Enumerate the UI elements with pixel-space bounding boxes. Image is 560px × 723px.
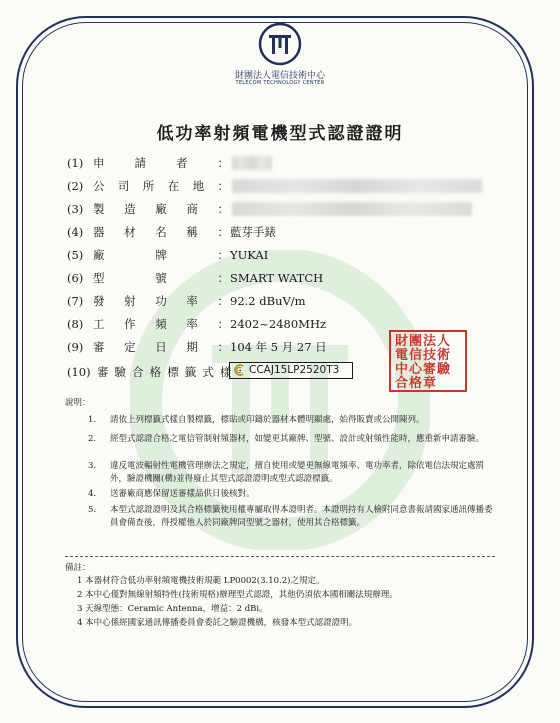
redacted-value bbox=[232, 179, 482, 193]
field-number: (6) bbox=[67, 271, 84, 285]
field-number: (9) bbox=[67, 340, 84, 354]
field-row bbox=[67, 336, 327, 358]
field-label: 公司所在地： bbox=[93, 179, 229, 193]
field-label: 審驗合格標籤式樣： bbox=[97, 365, 249, 379]
org-name: 財團法人電信技術中心 bbox=[234, 71, 325, 81]
note-text: 送審廠商應保留送審樣品供日後核對。 bbox=[110, 489, 255, 499]
field-value: 藍芽手錶 bbox=[230, 225, 276, 239]
note-text: 請依上列標籤式樣自製標籤，標貼或印鑄於器材本體明顯處，始得販賣或公開陳列。 bbox=[110, 415, 425, 425]
field-number: (8) bbox=[67, 317, 84, 331]
field-number: (3) bbox=[67, 202, 84, 216]
redacted-value bbox=[232, 202, 472, 216]
field-label: 審定日期： bbox=[93, 340, 229, 354]
note-text: 本型式認證證明及其合格標籤使用權專屬取得本證明者。本證明持有人檢附同意書報請國家通訊傳播委員會備查後，得授權他人於同廠牌同型號之器材，使用其合格標籤。 bbox=[110, 505, 493, 528]
field-label: 型號： bbox=[93, 271, 229, 285]
note-item bbox=[88, 504, 498, 530]
notes-heading: 說明： bbox=[65, 398, 91, 408]
field-label: 製造廠商： bbox=[93, 202, 229, 216]
field-value: YUKAI bbox=[230, 248, 269, 262]
note-item bbox=[88, 414, 498, 427]
field-label: 發射功率： bbox=[93, 294, 229, 308]
note-number: 4. bbox=[88, 489, 97, 499]
field-value: 104 年 5 月 27 日 bbox=[230, 340, 327, 354]
note-number: 5. bbox=[88, 505, 97, 515]
approval-seal: 財團法人電信技術中心審驗合格章 bbox=[389, 330, 467, 392]
certification-label bbox=[229, 362, 353, 379]
note-item bbox=[88, 460, 498, 486]
field-number: (10) bbox=[67, 365, 91, 379]
field-number: (1) bbox=[67, 156, 84, 170]
note-number: 1. bbox=[88, 415, 97, 425]
field-row bbox=[67, 361, 340, 383]
org-name-en: TELECOM TECHNOLOGY CENTER bbox=[235, 80, 325, 86]
field-row bbox=[67, 198, 229, 220]
remark-item: 4 本中心係經國家通訊傳播委員會委託之驗證機構，核發本型式認證證明。 bbox=[77, 618, 358, 628]
field-value: 92.2 dBuV/m bbox=[230, 294, 306, 308]
field-label: 器材名稱： bbox=[93, 225, 229, 239]
note-text: 經型式認證合格之電信管制射頻器材，如變更其廠牌、型號、設計或射頻性能時，應重新申請審驗。 bbox=[110, 434, 485, 444]
divider bbox=[65, 556, 495, 557]
field-row bbox=[67, 290, 306, 312]
field-row bbox=[67, 244, 269, 266]
field-row bbox=[67, 221, 276, 243]
document-title: 低功率射頻電機型式認證證明 bbox=[156, 124, 404, 144]
note-text: 違反電波輻射性電機管理辦法之規定，擅自使用或變更無線電頻率、電功率者，除依電信法規定處罰外，驗證機關(構)並得廢止其型式認證證明或型式認證標籤。 bbox=[110, 461, 485, 484]
remark-item: 1 本器材符合低功率射頻電機技術規範 LP0002(3.10.2)之規定。 bbox=[77, 576, 325, 586]
field-row bbox=[67, 175, 229, 197]
field-number: (5) bbox=[67, 248, 84, 262]
field-row bbox=[67, 152, 229, 174]
remark-item: 3 天線型態：Ceramic Antenna，增益：2 dBi。 bbox=[77, 604, 268, 614]
field-value: SMART WATCH bbox=[230, 271, 324, 285]
field-row bbox=[67, 267, 324, 289]
note-item bbox=[88, 433, 498, 446]
field-number: (2) bbox=[67, 179, 84, 193]
field-label: 申請者： bbox=[93, 156, 229, 170]
field-value: 2402~2480MHz bbox=[230, 317, 327, 331]
field-label: 廠牌： bbox=[93, 248, 229, 262]
certification-code: CCAJ15LP2520T3 bbox=[249, 364, 340, 376]
field-number: (4) bbox=[67, 225, 84, 239]
note-number: 2. bbox=[88, 434, 97, 444]
note-item bbox=[88, 488, 498, 501]
field-row bbox=[67, 313, 327, 335]
redacted-value bbox=[232, 156, 272, 170]
field-label: 工作頻率： bbox=[93, 317, 229, 331]
note-number: 3. bbox=[88, 461, 97, 471]
ncc-mark-icon bbox=[232, 364, 246, 376]
remark-item: 2 本中心僅對無線射頻特性(技術規格)辦理型式認證，其他仍須依本國相關法規辦理。 bbox=[77, 590, 398, 600]
field-number: (7) bbox=[67, 294, 84, 308]
ttc-logo-icon bbox=[258, 22, 302, 66]
remarks-heading: 備註： bbox=[65, 563, 91, 573]
